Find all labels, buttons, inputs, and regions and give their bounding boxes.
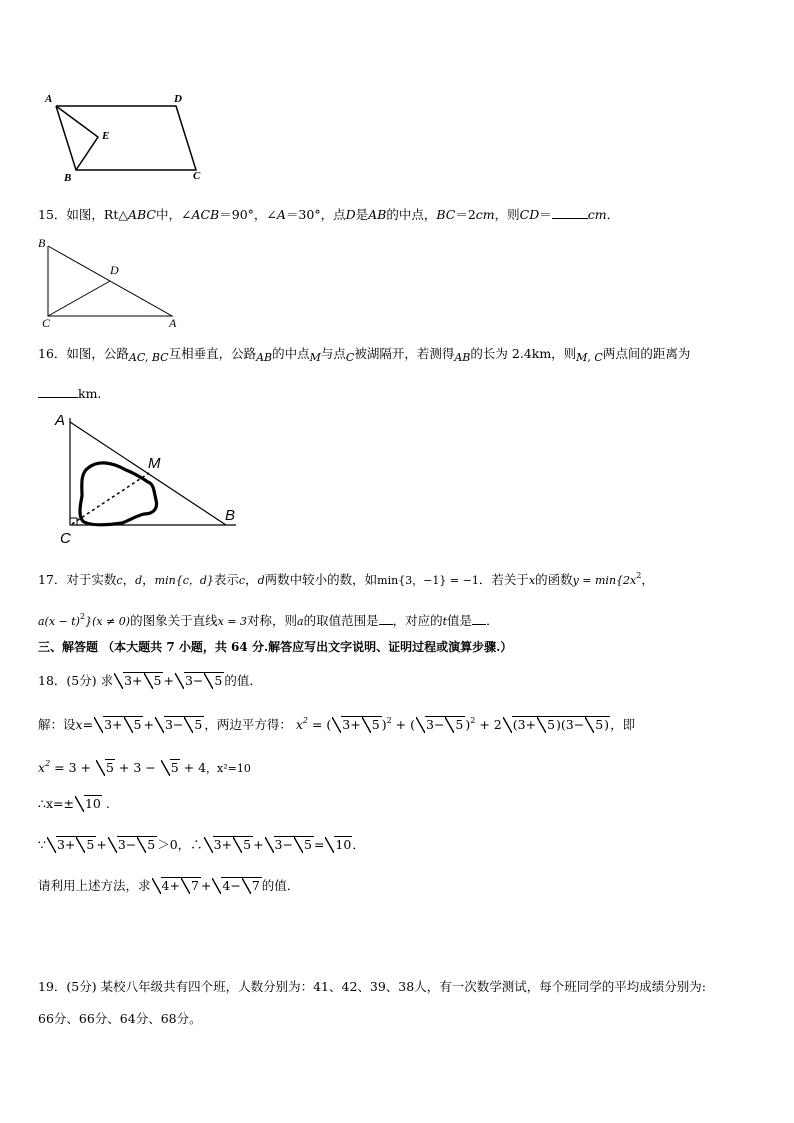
q17-answer-blank-1 [379, 612, 393, 625]
q17-d-2: d [257, 574, 265, 587]
q17-text-11: 对称，则 [247, 613, 298, 628]
q16-unit: km. [78, 386, 102, 401]
q15-ab: AB [368, 207, 387, 222]
q18-l3-end: ，x²=10 [206, 762, 251, 775]
sqrt-4-plus-sqrt7: 4+ 7 [152, 877, 201, 895]
sqrt-3-plus-sqrt5: 3+ 5 [94, 716, 143, 734]
q17-text-15: ． [486, 613, 499, 628]
q15-cd: CD [519, 207, 540, 222]
q17-square: 2 [636, 571, 642, 580]
q17-text-7: ．若关于 [478, 572, 529, 587]
q15-acb: ACB [191, 207, 220, 222]
sqrt-7: 7 [242, 877, 261, 895]
sqrt-3-minus-sqrt5: 3− 5 [155, 716, 204, 734]
sqrt-5 [184, 716, 203, 734]
num-5: 5 [194, 717, 203, 732]
label-d: D [174, 93, 182, 105]
num-3: 3 [342, 717, 351, 732]
sqrt-5: 5 [96, 759, 115, 777]
sqrt-3-plus-sqrt5: 3+ 5 [47, 836, 96, 854]
q15-text-6: 的中点， [386, 207, 437, 222]
q17-x: x [528, 574, 536, 587]
q17-d: d [135, 574, 143, 587]
q15-bc: BC [436, 207, 456, 222]
q16-text-2: 互相垂直，公路 [168, 346, 257, 361]
sqrt-10: 10 [75, 795, 102, 813]
q15-label-c: C [42, 316, 51, 330]
q17-c-2: c [238, 574, 246, 587]
q18-sol-end: ，即 [610, 717, 636, 732]
q17-text-14: 值是 [447, 613, 473, 628]
q17-text-13: ，对应的 [392, 613, 443, 628]
q18-exercise: 请利用上述方法，求 4+ 7 + 4− 7 的值． [38, 878, 300, 893]
q17-text-5: ， [245, 572, 258, 587]
sqrt-5 [124, 716, 143, 734]
label-a: A [45, 93, 53, 105]
q15-answer-blank [552, 206, 588, 219]
q18-solution-line-4: ∵ 3+ 5 + 3− 5 ＞0，∴ 3+ 5 + 3− 5 = 10． [38, 837, 365, 852]
q18-because: ∵ [38, 837, 46, 852]
num-5: 5 [153, 673, 162, 688]
q18-sol-pre: 解：设 [38, 717, 76, 732]
q18-sol-x2: $x^2$ [295, 716, 308, 732]
num-5: 5 [133, 717, 142, 732]
q15-a: A [276, 207, 286, 222]
sqrt-3-plus-sqrt5: 3+ 5 [332, 716, 381, 734]
question-19: 19．(5分) 某校八年级共有四个班，人数分别为：41、42、39、38人，有一次数学测试，每个班同学的平均成绩分别为: [38, 979, 706, 994]
q16-text-4: 与点 [320, 346, 346, 361]
q16-label-a: A [55, 412, 66, 429]
q17-text-1: 17．对于实数 [38, 572, 117, 587]
num-5: 5 [547, 717, 556, 732]
sqrt-3-minus-sqrt5: 3− 5 [416, 716, 465, 734]
q17-function: y = min{2x [572, 574, 637, 587]
q17-answer-blank-2 [472, 612, 486, 625]
q16-c: C [345, 351, 355, 364]
q15-median-cd [48, 281, 110, 316]
q18-solution-line-3: ∴x=± 10 . [38, 796, 110, 811]
sqrt-5 [204, 672, 223, 690]
num-3: 3 [184, 673, 193, 688]
q15-label-a: A [169, 316, 177, 330]
q16-right-angle-mark [70, 518, 77, 525]
q17-c: c [116, 574, 123, 587]
q16-answer-blank [38, 385, 78, 398]
q17-text-3: ， [142, 572, 155, 587]
sqrt-product: (3+ 5)(3− 5) [503, 716, 610, 734]
figure-edges [56, 106, 196, 170]
question-17-line-2 [38, 608, 499, 631]
q16-label-c: C [60, 530, 71, 547]
label-b: B [64, 172, 72, 184]
sqrt-3-minus-sqrt5: 3− 5 [175, 672, 224, 690]
label-e: E [102, 130, 110, 142]
q15-label-d: D [110, 263, 119, 277]
num-3: 3 [164, 717, 173, 732]
q15-text-9: ＝ [539, 207, 552, 222]
question-16-line-2 [38, 385, 101, 403]
sqrt-5 [445, 716, 464, 734]
q18-solution-line-2: $x^2 = 3 + 5 + 3 - 5 + 4$，x²=10 [38, 759, 251, 775]
q17-function-part-2: a(x − t) [38, 615, 80, 628]
q18-head: 18．(5分) 求 [38, 673, 114, 688]
num-5: 5 [371, 717, 380, 732]
question-18: 18．(5分) 求 3+ 5 + 3− 5 的值． [38, 673, 262, 688]
q15-label-b: B [38, 236, 46, 250]
figure-segments-ae-eb [56, 106, 98, 170]
q16-ab-2: AB [454, 351, 471, 364]
q15-text-1: 15．如图，Rt△ [38, 207, 128, 222]
q16-m: M [309, 351, 321, 364]
q18-equals: = [313, 837, 325, 852]
q18-sol-x: x [75, 717, 83, 732]
q17-text-4: 表示 [213, 572, 239, 587]
q16-acbc: AC, BC [128, 351, 169, 364]
q15-text-7: ＝2 [455, 207, 476, 222]
q18-positive: ＞0，∴ [157, 837, 203, 852]
q16-ab: AB [256, 351, 273, 364]
q16-text-3: 的中点 [272, 346, 310, 361]
sqrt-7: 7 [181, 877, 200, 895]
sqrt-3-plus-sqrt5: 3+ 5 [204, 836, 253, 854]
sqrt-4-minus-sqrt7: 4− 7 [212, 877, 261, 895]
q16-text-1: 16．如图，公路 [38, 346, 129, 361]
q17-condition: }(x ≠ 0) [85, 615, 131, 628]
question-15 [38, 206, 619, 224]
q15-cm-2: cm [587, 207, 607, 222]
q16-text-5: 被湖隔开，若测得 [354, 346, 455, 361]
q16-label-m: M [148, 455, 161, 472]
q17-t: t [442, 615, 448, 628]
question-19-line-2: 66分、66分、64分、68分。 [38, 1011, 202, 1026]
num-3: 3 [425, 717, 434, 732]
q17-a: a [297, 615, 304, 628]
sqrt-5 [362, 716, 381, 734]
q18-sol-mid: ，两边平方得： [204, 717, 292, 732]
q17-example: min{3，−1} = −1 [377, 574, 479, 587]
q15-triangle-figure [38, 236, 188, 330]
q16-label-b: B [225, 507, 236, 524]
sqrt-5 [585, 716, 604, 734]
num-3: 3 [517, 717, 526, 732]
sqrt-10: 10 [325, 836, 352, 854]
sqrt-3-minus-sqrt5: 3− 5 [108, 836, 157, 854]
sqrt-5: 5 [233, 836, 252, 854]
question-16 [38, 345, 690, 367]
q17-square-2: 2 [79, 612, 86, 621]
sqrt-5: 5 [294, 836, 313, 854]
q15-text-8: ，则 [494, 207, 520, 222]
q16-lake-figure [50, 410, 250, 550]
num-5: 5 [214, 673, 223, 688]
num-5: 5 [455, 717, 464, 732]
q18-exercise-text-1: 请利用上述方法，求 [38, 878, 151, 893]
q15-text-3: ＝90°，∠ [219, 207, 277, 222]
q15-text-10: ． [606, 207, 620, 222]
q17-text-8: 的函数 [535, 572, 573, 587]
q17-line-x3: x = 3 [217, 615, 248, 628]
num-3: 3 [124, 673, 133, 688]
q18-sol-eq: = [82, 717, 94, 732]
q17-text-2: ， [122, 572, 136, 587]
q17-text-12: 的取值范围是 [303, 613, 379, 628]
num-3: 3 [104, 717, 113, 732]
sqrt-5 [537, 716, 556, 734]
num-5: 5 [595, 717, 604, 732]
q15-text-2: 中，∠ [155, 207, 192, 222]
sqrt-5: 5 [137, 836, 156, 854]
q18-x-squared: $x^2$ [38, 759, 51, 775]
q18-exercise-text-2: 的值． [261, 878, 300, 893]
q15-d: D [345, 207, 356, 222]
q15-cm-1: cm [475, 207, 495, 222]
q15-abc: ABC [127, 207, 156, 222]
label-c: C [193, 170, 201, 182]
sqrt-5: 5 [76, 836, 95, 854]
q15-text-5: 是 [355, 207, 369, 222]
sqrt-3-plus-sqrt5: 3+ 5 [114, 672, 163, 690]
q16-text-6: 的长为 2.4km，则 [470, 346, 577, 361]
q16-text-7: 两点间的距离为 [602, 346, 691, 361]
sqrt-3-minus-sqrt5: 3− 5 [265, 836, 314, 854]
q17-text-10: 的图象关于直线 [130, 613, 218, 628]
q18-solution-line-1: 解：设x= 3+ 5 + 3− 5 ，两边平方得： $x^2$ = ( 3+ 5 )$^2$ + ( 3− 5 )$^2$ + 2 (3+ 5)(3− 5)，即 [38, 716, 636, 732]
section-3-heading: 三、解答题 （本大题共 7 小题，共 64 分.解答应写出文字说明、证明过程或演算步骤.） [38, 640, 513, 654]
q18-tail: 的值． [224, 673, 262, 688]
question-17 [38, 567, 654, 590]
q17-text-9: ， [641, 572, 654, 587]
q18-therefore: ∴x=± [38, 796, 74, 811]
num-3: 3 [565, 717, 574, 732]
q17-text-6: 两数中较小的数，如 [264, 572, 378, 587]
q16-mc: M, C [576, 351, 603, 364]
q15-text-4: ＝30°，点 [285, 207, 346, 222]
sqrt-5: 5 [161, 759, 180, 777]
q17-min-cd: min{c，d} [154, 574, 214, 587]
q18-period: ． [352, 837, 365, 852]
sqrt-5 [144, 672, 163, 690]
